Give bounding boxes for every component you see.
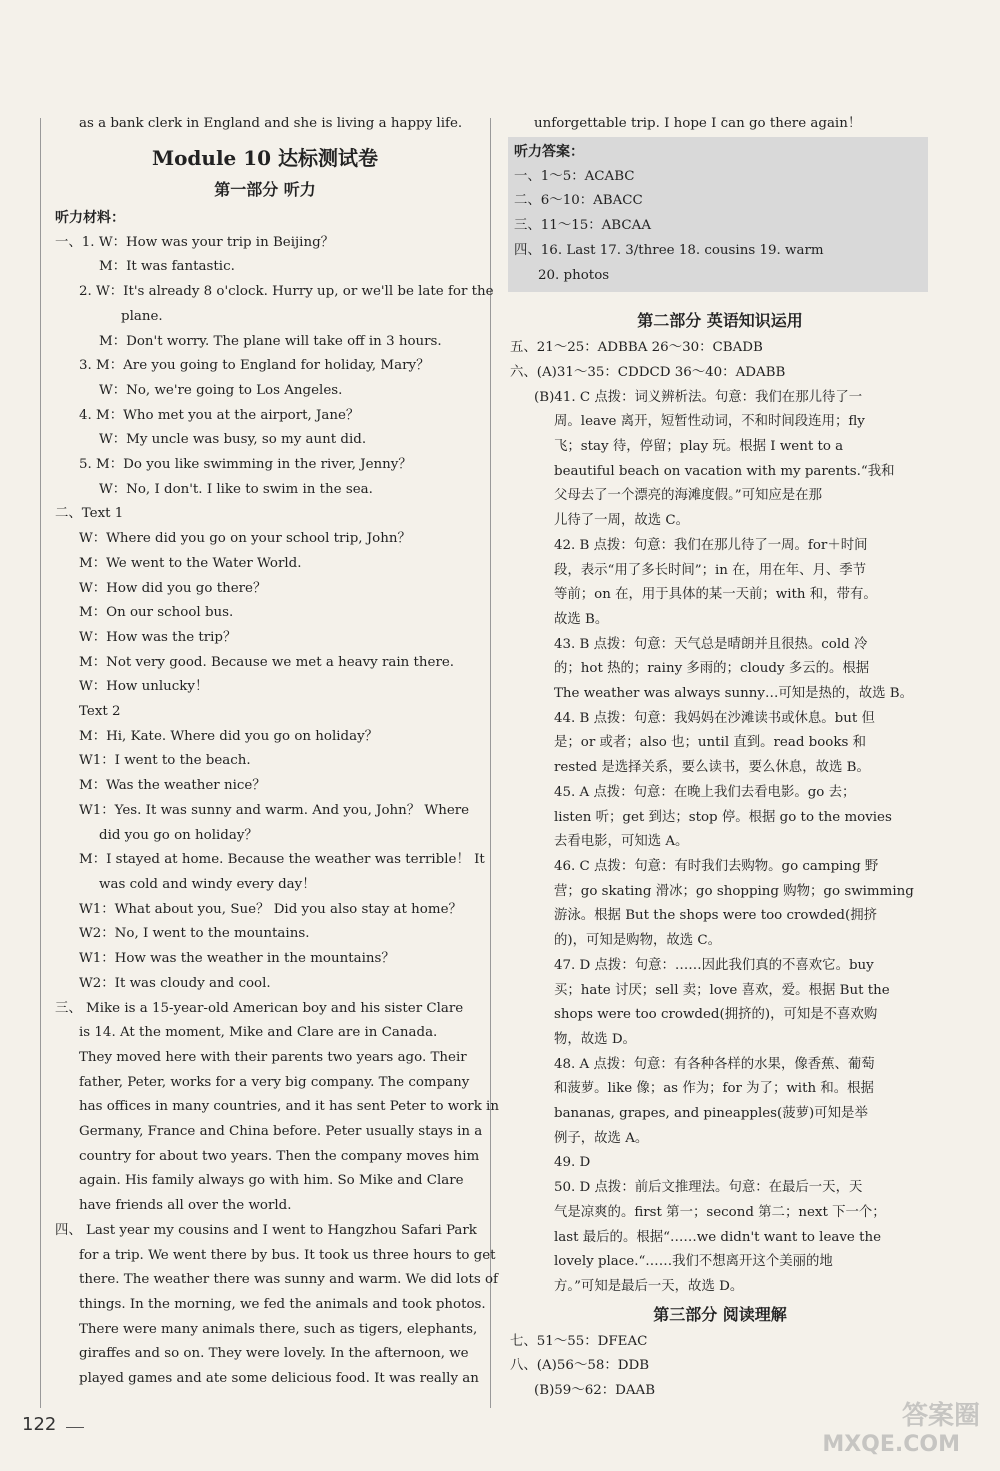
- answer-line: (B)41. C 点拨：词义辨析法。句意：我们在那儿待了一: [534, 389, 863, 405]
- answer-line: 42. B 点拨：句意：我们在那儿待了一周。for＋时间: [554, 537, 868, 553]
- intro-line: as a bank clerk in England and she is living a happy life.: [79, 116, 463, 131]
- answer-line: 例子，故选 A。: [554, 1130, 649, 1146]
- part2-answers: [510, 336, 930, 1299]
- passage-line: Germany, France and China before. Peter usually stays in a: [79, 1124, 483, 1140]
- dialogue-line: 2. W：It's already 8 o'clock. Hurry up, or we'll be late for the: [79, 284, 494, 300]
- answer-line: 气是凉爽的。first 第一；second 第二；next 下一个；: [554, 1204, 886, 1220]
- listening-answer-line: 一、1～5：ACABC: [514, 168, 635, 184]
- passage-line: 四、 Last year my cousins and I went to Hangzhou Safari Park: [55, 1222, 477, 1238]
- listening-answer-line: 二、6～10：ABACC: [514, 193, 643, 209]
- dialogue-line: M：It was fantastic.: [99, 259, 235, 275]
- answer-line: 和菠萝。like 像；as 作为；for 为了；with 和。根据: [554, 1081, 874, 1097]
- answer-line: bananas, grapes, and pineapples(菠萝)可知是举: [554, 1106, 868, 1122]
- listening-answer-line: 20. photos: [538, 267, 610, 283]
- answer-line: 八、(A)56～58：DDB: [510, 1358, 650, 1374]
- listening-material-label: 听力材料：: [55, 209, 125, 226]
- dialogue-line: W1：What about you, Sue？ Did you also stay at home？: [79, 901, 462, 917]
- answer-line: 物，故选 D。: [554, 1031, 636, 1047]
- answer-line: 段，表示“用了多长时间”；in 在，用在年、月、季节: [554, 562, 867, 578]
- dialogue-line: plane.: [121, 308, 163, 324]
- passage-line: there. The weather there was sunny and warm. We did lots of: [79, 1272, 499, 1288]
- section-one-dialogues: [55, 231, 494, 503]
- answer-line: 飞；stay 待，停留；play 玩。根据 I went to a: [554, 439, 844, 455]
- dialogue-line: 5. M：Do you like swimming in the river, Jenny？: [79, 457, 412, 473]
- answer-line: 父母去了一个漂亮的海滩度假。”可知应是在那: [554, 488, 822, 504]
- dialogue-line: 一、1. W：How was your trip in Beijing？: [55, 234, 335, 250]
- dialogue-line: M：Hi, Kate. Where did you go on holiday？: [79, 728, 379, 744]
- answer-line: beautiful beach on vacation with my parents.“我和: [554, 463, 895, 479]
- passage-line: is 14. At the moment, Mike and Clare are in Canada.: [79, 1025, 438, 1041]
- dialogue-line: W：How unlucky！: [79, 679, 209, 695]
- watermark-logo: 答案圈: [901, 1401, 980, 1431]
- answer-line: 营；go skating 滑冰；go shopping 购物；go swimming: [554, 883, 914, 899]
- passage-line: country for about two years. Then the company moves him: [79, 1148, 480, 1164]
- dialogue-line: 二、Text 1: [55, 506, 124, 522]
- listening-answer-box: [508, 137, 928, 293]
- dialogue-line: W：No, we're going to Los Angeles.: [99, 382, 343, 398]
- passage-line: father, Peter, works for a very big company. The company: [79, 1074, 470, 1090]
- dialogue-line: 3. M：Are you going to England for holiday, Mary？: [79, 358, 430, 374]
- left-column: [55, 112, 499, 1392]
- passage-line: has offices in many countries, and it has sent Peter to work in: [79, 1099, 499, 1115]
- answer-line: 45. A 点拨：句意：在晚上我们去看电影。go 去；: [554, 784, 856, 800]
- answer-line: 六、(A)31～35：CDDCD 36～40：ADABB: [510, 364, 786, 380]
- dialogue-line: Text 2: [79, 704, 121, 720]
- part1-title: 第一部分 听力: [214, 179, 316, 199]
- dialogue-line: W：Where did you go on your school trip, John？: [79, 531, 411, 547]
- section-three-passage: [55, 997, 499, 1219]
- dialogue-line: M：Not very good. Because we met a heavy rain there.: [79, 654, 455, 670]
- answer-line: 47. D 点拨：句意：……因此我们真的不喜欢它。buy: [554, 957, 874, 973]
- answer-line: 去看电影，可知选 A。: [554, 834, 689, 850]
- passage-continuation: unforgettable trip. I hope I can go there again！: [534, 116, 862, 131]
- listening-answer-label: 听力答案：: [514, 143, 584, 160]
- answer-line: 是；or 或者；also 也；until 直到。read books 和: [554, 735, 866, 751]
- dialogue-line: 4. M：Who met you at the airport, Jane？: [79, 407, 360, 423]
- dialogue-line: W1：I went to the beach.: [79, 753, 251, 769]
- dialogue-line: M：Was the weather nice？: [79, 778, 266, 794]
- dialogue-line: W2：No, I went to the mountains.: [79, 926, 310, 942]
- answer-line: shops were too crowded(拥挤的)，可知是不喜欢购: [554, 1007, 878, 1023]
- answer-line: 48. A 点拨：句意：有各种各样的水果，像香蕉、葡萄: [554, 1056, 875, 1072]
- answer-line: 46. C 点拨：句意：有时我们去购物。go camping 野: [554, 858, 879, 874]
- dialogue-line: M：Don't worry. The plane will take off in 3 hours.: [99, 333, 442, 349]
- watermark-url: MXQE.COM: [822, 1432, 960, 1457]
- part2-title: 第二部分 英语知识运用: [637, 311, 803, 331]
- passage-line: They moved here with their parents two years ago. Their: [79, 1049, 467, 1065]
- answer-line: 方。”可知是最后一天，故选 D。: [554, 1278, 744, 1294]
- dialogue-line: M：We went to the Water World.: [79, 555, 302, 571]
- passage-line: played games and ate some delicious food. It was really an: [79, 1371, 479, 1387]
- listening-answer-line: 三、11～15：ABCAA: [514, 218, 651, 234]
- dialogue-line: was cold and windy every day！: [99, 876, 316, 892]
- dialogue-line: W1：Yes. It was sunny and warm. And you, John？ Where: [79, 802, 470, 818]
- dialogue-line: W：How was the trip？: [79, 629, 237, 645]
- answer-line: last 最后的。根据“……we didn't want to leave the: [554, 1229, 882, 1245]
- dialogue-line: W：How did you go there？: [79, 580, 267, 596]
- answer-line: (B)59～62：DAAB: [534, 1383, 656, 1399]
- answer-line: 49. D: [554, 1155, 591, 1171]
- right-column: [510, 112, 930, 1404]
- answer-line: 的)，可知是购物，故选 C。: [554, 933, 722, 949]
- passage-line: giraffes and so on. They were lovely. In the afternoon, we: [79, 1346, 469, 1362]
- answer-line: lovely place.“……我们不想离开这个美丽的地: [554, 1254, 833, 1270]
- passage-line: again. His family always go with him. So Mike and Clare: [79, 1173, 464, 1189]
- listening-answers: [514, 165, 922, 289]
- passage-line: have friends all over the world.: [79, 1198, 292, 1214]
- answer-line: 等前；on 在，用于具体的某一天前；with 和，带有。: [554, 587, 877, 603]
- passage-line: 三、 Mike is a 15-year-old American boy and his sister Clare: [55, 1000, 464, 1016]
- dialogue-line: W2：It was cloudy and cool.: [79, 975, 271, 991]
- answer-line: 儿待了一周，故选 C。: [554, 513, 690, 529]
- part3-title: 第三部分 阅读理解: [653, 1304, 787, 1324]
- column-divider: [490, 118, 491, 1408]
- dialogue-line: M：On our school bus.: [79, 605, 234, 621]
- answer-line: 七、51～55：DFEAC: [510, 1333, 648, 1349]
- module-title: Module 10 达标测试卷: [151, 145, 379, 170]
- answer-line: 43. B 点拨：句意：天气总是晴朗并且很热。cold 冷: [554, 636, 868, 652]
- answer-line: 44. B 点拨：句意：我妈妈在沙滩读书或休息。but 但: [554, 710, 875, 726]
- dialogue-line: W1：How was the weather in the mountains？: [79, 951, 395, 967]
- page-number: 122: [22, 1414, 57, 1435]
- passage-line: for a trip. We went there by bus. It took us three hours to get: [79, 1247, 496, 1263]
- answer-line: 周。leave 离开，短暂性动词，不和时间段连用；fly: [554, 414, 865, 430]
- answer-line: 买；hate 讨厌；sell 卖；love 喜欢，爱。根据 But the: [554, 982, 890, 998]
- answer-line: 五、21～25：ADBBA 26～30：CBADB: [510, 340, 763, 356]
- page-number-rule: [66, 1427, 84, 1428]
- dialogue-line: W：No, I don't. I like to swim in the sea.: [99, 481, 373, 497]
- section-four-passage: [55, 1219, 499, 1392]
- part3-answers: [510, 1330, 930, 1404]
- answer-line: The weather was always sunny…可知是热的，故选 B。: [554, 686, 913, 702]
- answer-line: 故选 B。: [554, 611, 609, 627]
- dialogue-line: did you go on holiday？: [99, 827, 258, 843]
- passage-line: things. In the morning, we fed the animals and took photos.: [79, 1296, 486, 1312]
- left-margin-rule: [40, 118, 41, 1408]
- section-two-texts: [55, 502, 485, 996]
- answer-line: rested 是选择关系，要么读书，要么休息，故选 B。: [554, 760, 870, 776]
- passage-line: There were many animals there, such as tigers, elephants,: [79, 1321, 478, 1337]
- answer-line: 的；hot 热的；rainy 多雨的；cloudy 多云的。根据: [554, 661, 870, 677]
- answer-line: listen 听；get 到达；stop 停。根据 go to the movies: [554, 809, 892, 825]
- listening-answer-line: 四、16. Last 17. 3/three 18. cousins 19. warm: [514, 242, 824, 258]
- dialogue-line: M：I stayed at home. Because the weather was terrible！ It: [79, 852, 485, 868]
- dialogue-line: W：My uncle was busy, so my aunt did.: [99, 432, 367, 448]
- answer-line: 游泳。根据 But the shops were too crowded(拥挤: [554, 908, 877, 924]
- answer-line: 50. D 点拨：前后文推理法。句意：在最后一天，天: [554, 1180, 863, 1196]
